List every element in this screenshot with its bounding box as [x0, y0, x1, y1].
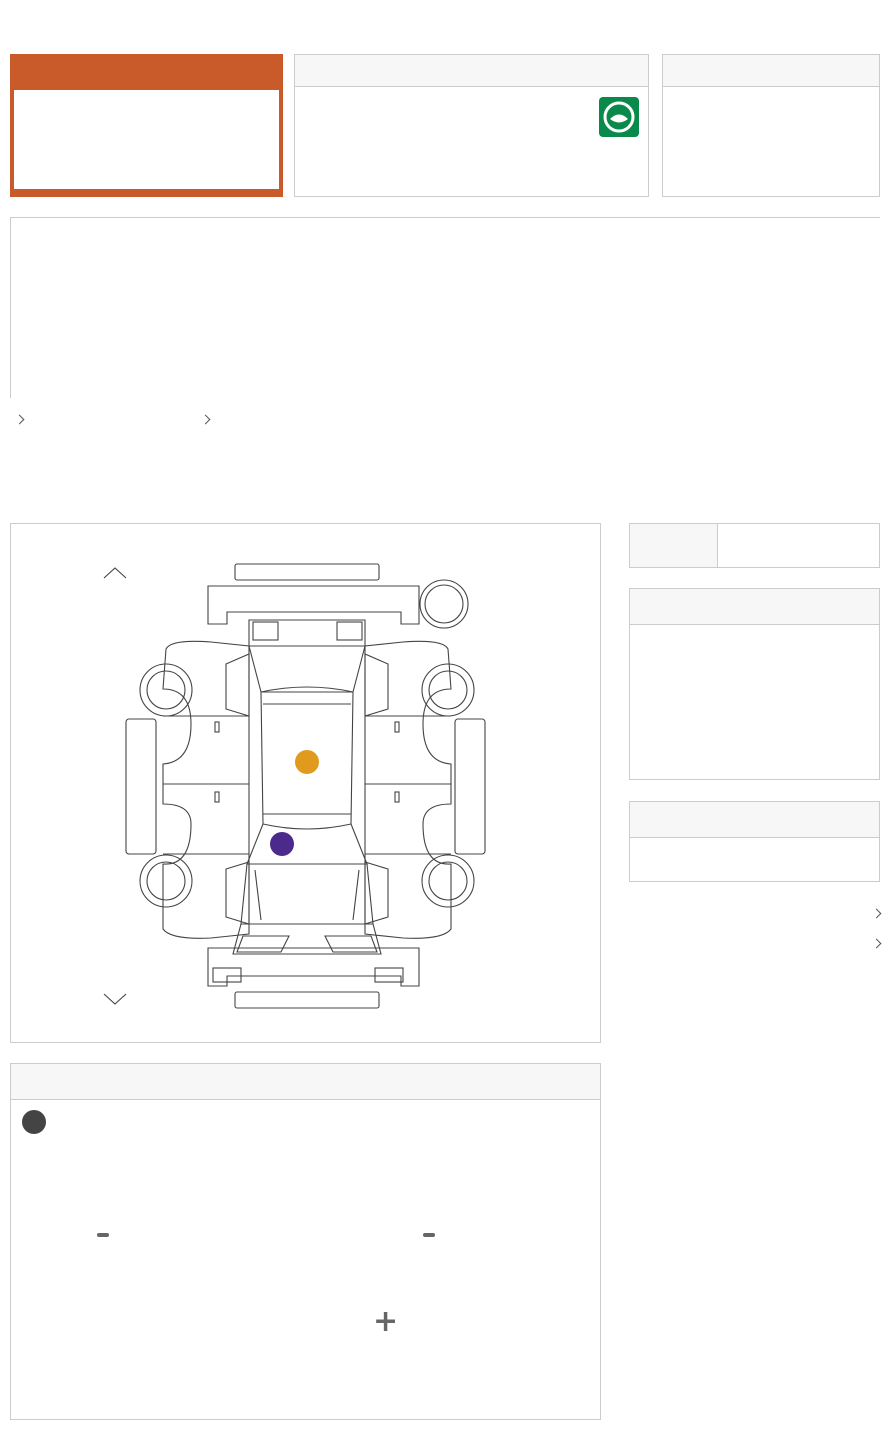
legend-title	[11, 1064, 600, 1100]
glossary-link[interactable]	[867, 903, 880, 922]
exterior-guide-link[interactable]	[867, 933, 880, 952]
repair-history-panel	[629, 523, 880, 568]
score-card-title	[14, 58, 279, 90]
evaluation-table	[10, 217, 880, 398]
special-notes-title	[630, 589, 879, 625]
plus-icon: +	[373, 1304, 399, 1339]
jaai-text	[663, 87, 879, 95]
car-diagram-panel	[10, 523, 601, 1043]
damage-mark-g[interactable]	[270, 832, 294, 856]
jaai-title	[663, 55, 879, 87]
legend-text	[11, 1100, 600, 1110]
interior-notes-list	[630, 838, 879, 847]
fair-trade-text	[295, 87, 585, 95]
chevron-right-icon	[201, 415, 211, 425]
repair-history-value	[718, 524, 728, 567]
fair-trade-panel	[294, 54, 649, 197]
spare-tire-icon	[22, 1110, 46, 1134]
inspection-cert-link[interactable]	[196, 409, 209, 428]
score-guide-link[interactable]	[10, 409, 23, 428]
types-tag	[97, 1233, 109, 1237]
repair-history-label	[630, 524, 718, 567]
score-card	[10, 54, 283, 197]
chevron-right-icon	[15, 415, 25, 425]
fair-trade-title	[295, 55, 648, 87]
fair-trade-logo-icon	[599, 97, 639, 137]
legend-panel	[10, 1063, 601, 1420]
chevron-right-icon	[872, 909, 882, 919]
jaai-panel	[662, 54, 880, 197]
car-diagram	[11, 524, 600, 1042]
damage-mark-u2[interactable]	[295, 750, 319, 774]
interior-notes-panel	[629, 801, 880, 882]
special-notes-list	[630, 625, 879, 634]
levels-tag	[423, 1233, 435, 1237]
special-notes-panel	[629, 588, 880, 780]
chevron-right-icon	[872, 939, 882, 949]
interior-notes-title	[630, 802, 879, 838]
